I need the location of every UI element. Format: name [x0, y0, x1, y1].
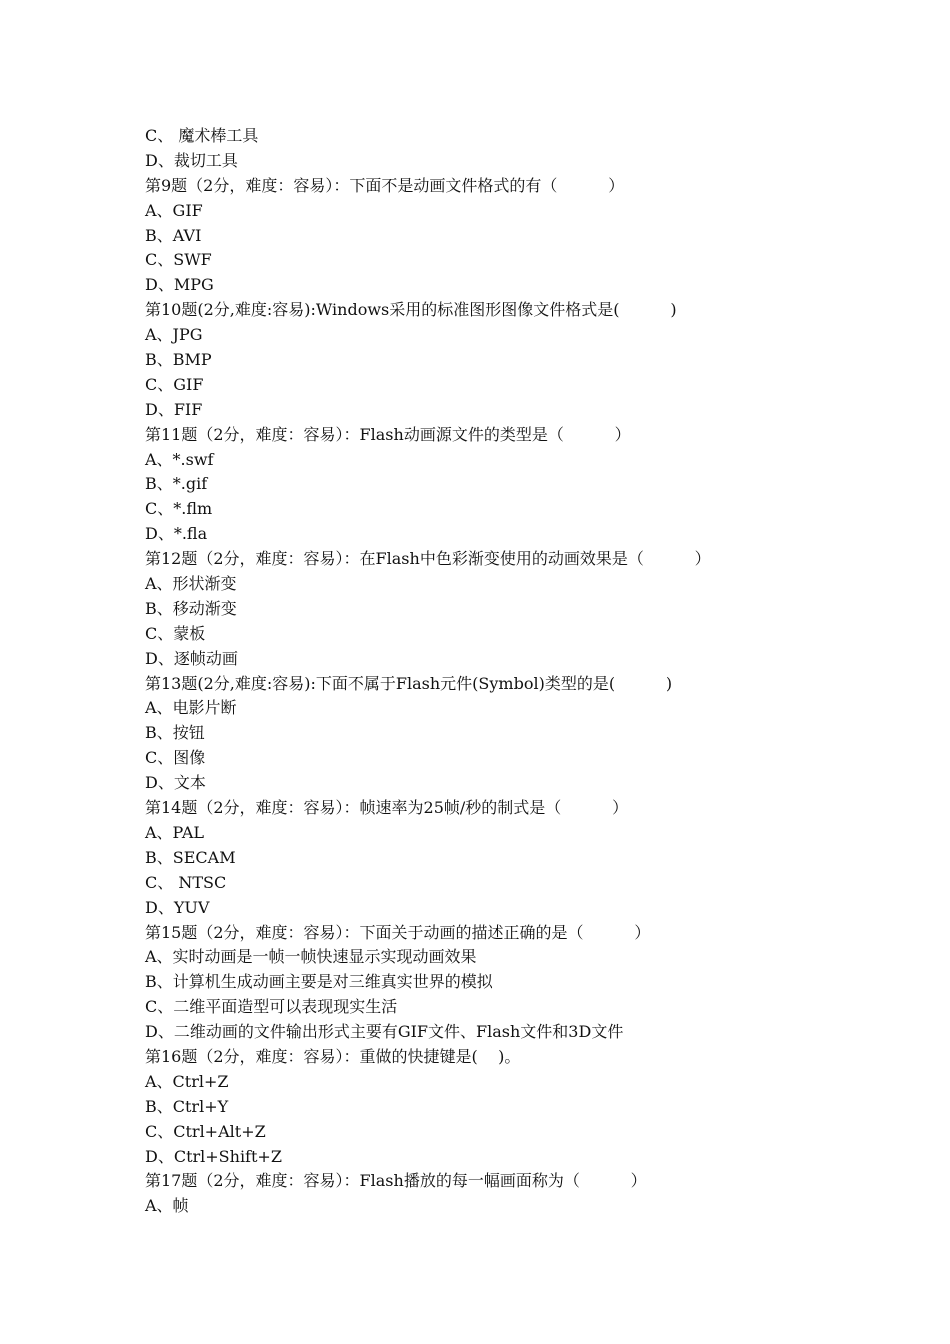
text-line: C、图像 — [145, 748, 206, 768]
text-line: B、BMP — [145, 350, 212, 370]
text-line: A、实时动画是一帧一帧快速显示实现动画效果 — [145, 947, 477, 967]
text-line: 第13题(2分,难度:容易):下面不属于Flash元件(Symbol)类型的是( ) — [145, 673, 673, 693]
text-line: D、裁切工具 — [145, 150, 238, 170]
text-line: C、SWF — [145, 250, 212, 270]
text-line: D、二维动画的文件输出形式主要有GIF文件、Flash文件和3D文件 — [145, 1022, 624, 1042]
text-line: A、Ctrl+Z — [145, 1071, 229, 1091]
text-line: C、Ctrl+Alt+Z — [145, 1121, 266, 1141]
text-line: D、FIF — [145, 399, 203, 419]
text-line: 第10题(2分,难度:容易):Windows采用的标准图形图像文件格式是( ) — [145, 300, 677, 320]
text-line: 第16题（2分，难度：容易）：重做的快捷键是( )。 — [145, 1046, 521, 1066]
text-line: C、二维平面造型可以表现现实生活 — [145, 997, 398, 1017]
text-line: D、文本 — [145, 773, 206, 793]
text-line: D、Ctrl+Shift+Z — [145, 1146, 282, 1166]
text-line: A、电影片断 — [145, 698, 237, 718]
text-line: A、PAL — [145, 822, 205, 842]
text-line: B、按钮 — [145, 723, 205, 743]
text-line: B、Ctrl+Y — [145, 1096, 229, 1116]
text-line: B、*.gif — [145, 474, 208, 494]
text-line: B、AVI — [145, 225, 202, 245]
text-line: D、逐帧动画 — [145, 648, 238, 668]
text-line: A、*.swf — [145, 449, 214, 469]
text-line: C、*.flm — [145, 499, 213, 519]
text-line: 第11题（2分，难度：容易）：Flash动画源文件的类型是（ ） — [145, 424, 631, 444]
text-line: 第17题（2分，难度：容易）：Flash播放的每一幅画面称为（ ） — [145, 1171, 647, 1191]
text-line: C、 NTSC — [145, 872, 227, 892]
text-line: D、MPG — [145, 275, 214, 295]
text-line: A、帧 — [145, 1196, 189, 1216]
text-line: D、*.fla — [145, 524, 208, 544]
text-line: A、JPG — [145, 325, 203, 345]
text-line: A、形状渐变 — [145, 574, 237, 594]
text-line: 第14题（2分，难度：容易）：帧速率为25帧/秒的制式是（ ） — [145, 798, 629, 818]
text-line: D、YUV — [145, 897, 210, 917]
text-line: 第15题（2分，难度：容易）：下面关于动画的描述正确的是（ ） — [145, 922, 651, 942]
text-line: A、GIF — [145, 200, 203, 220]
text-line: B、SECAM — [145, 847, 236, 867]
text-line: C、蒙板 — [145, 623, 206, 643]
text-line: 第9题（2分，难度：容易）：下面不是动画文件格式的有（ ） — [145, 175, 625, 195]
question-text-block — [145, 124, 865, 1219]
text-line: B、计算机生成动画主要是对三维真实世界的模拟 — [145, 972, 493, 992]
text-line: 第12题（2分，难度：容易）：在Flash中色彩渐变使用的动画效果是（ ） — [145, 549, 711, 569]
text-line: C、GIF — [145, 374, 204, 394]
text-line: C、 魔术棒工具 — [145, 126, 259, 145]
text-line: B、移动渐变 — [145, 598, 237, 618]
